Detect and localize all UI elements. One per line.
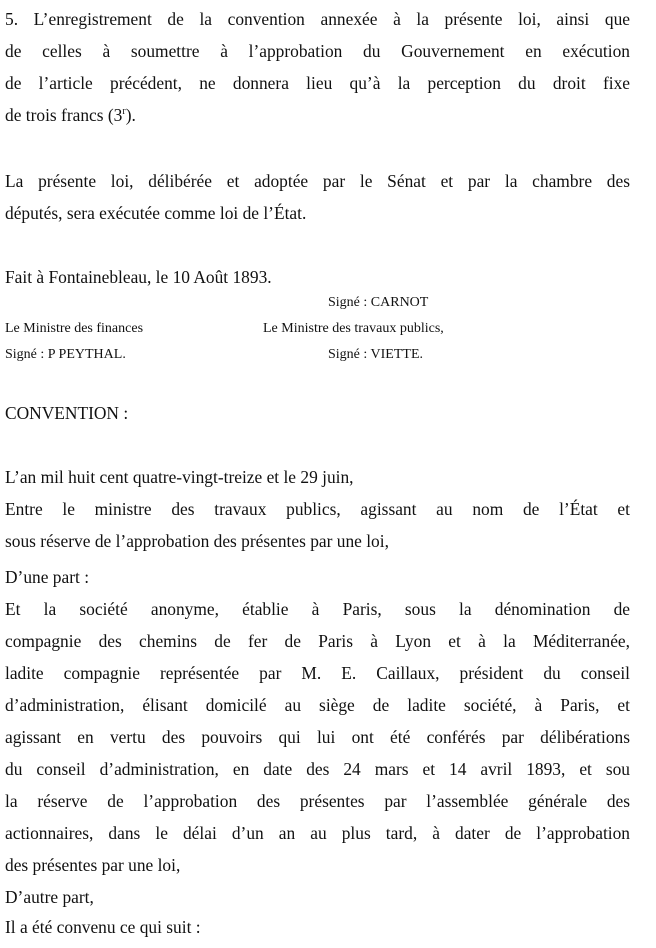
article5-line-4-text: de trois francs (3	[5, 105, 123, 125]
article5-line-4	[5, 102, 630, 128]
execution-line-1: La présente loi, délibérée et adoptée par le Sénat et par la chambre des	[5, 171, 630, 191]
finance-minister-signature: Signé : P PEYTHAL.	[5, 347, 126, 362]
convention-line: L’an mil huit cent quatre-vingt-treize et le 29 juin,	[5, 467, 354, 487]
place-date: Fait à Fontainebleau, le 10 Août 1893.	[5, 267, 272, 287]
convention-line: compagnie des chemins de fer de Paris à Lyon et à la Méditerranée,	[5, 631, 630, 651]
article5-line-4-superscript: r	[122, 106, 126, 118]
execution-line-2: députés, sera exécutée comme loi de l’État.	[5, 203, 307, 223]
convention-line: actionnaires, dans le délai d’un an au plus tard, à dater de l’approbation	[5, 823, 630, 843]
convention-line: du conseil d’administration, en date des 24 mars et 14 avril 1893, et sou	[5, 759, 630, 779]
convention-line: la réserve de l’approbation des présentes par l’assemblée générale des	[5, 791, 630, 811]
convention-line: D’une part :	[5, 567, 90, 587]
convention-line: Il a été convenu ce qui suit :	[5, 917, 201, 937]
convention-line: des présentes par une loi,	[5, 855, 181, 875]
finance-minister-title: Le Ministre des finances	[5, 321, 144, 336]
convention-line: sous réserve de l’approbation des présentes par une loi,	[5, 531, 389, 551]
article5-line-1: 5. L’enregistrement de la convention annexée à la présente loi, ainsi que	[5, 9, 630, 29]
article5-line-3: de l’article précédent, ne donnera lieu qu’à la perception du droit fixe	[5, 73, 630, 93]
convention-heading: CONVENTION :	[5, 403, 129, 423]
public-works-minister-signature: Signé : VIETTE.	[328, 347, 424, 362]
convention-line: d’administration, élisant domicilé au siège de ladite société, à Paris, et	[5, 695, 630, 715]
article5-line-4-end: ).	[125, 105, 136, 125]
public-works-minister-title: Le Ministre des travaux publics,	[263, 321, 444, 336]
convention-line: agissant en vertu des pouvoirs qui lui ont été conférés par délibérations	[5, 727, 630, 747]
president-signature: Signé : CARNOT	[328, 295, 429, 310]
convention-line: ladite compagnie représentée par M. E. Caillaux, président du conseil	[5, 663, 630, 683]
convention-line: Entre le ministre des travaux publics, agissant au nom de l’État et	[5, 499, 630, 519]
convention-line: D’autre part,	[5, 887, 94, 907]
convention-line: Et la société anonyme, établie à Paris, sous la dénomination de	[5, 599, 630, 619]
article5-line-2: de celles à soumettre à l’approbation du Gouvernement en exécution	[5, 41, 630, 61]
